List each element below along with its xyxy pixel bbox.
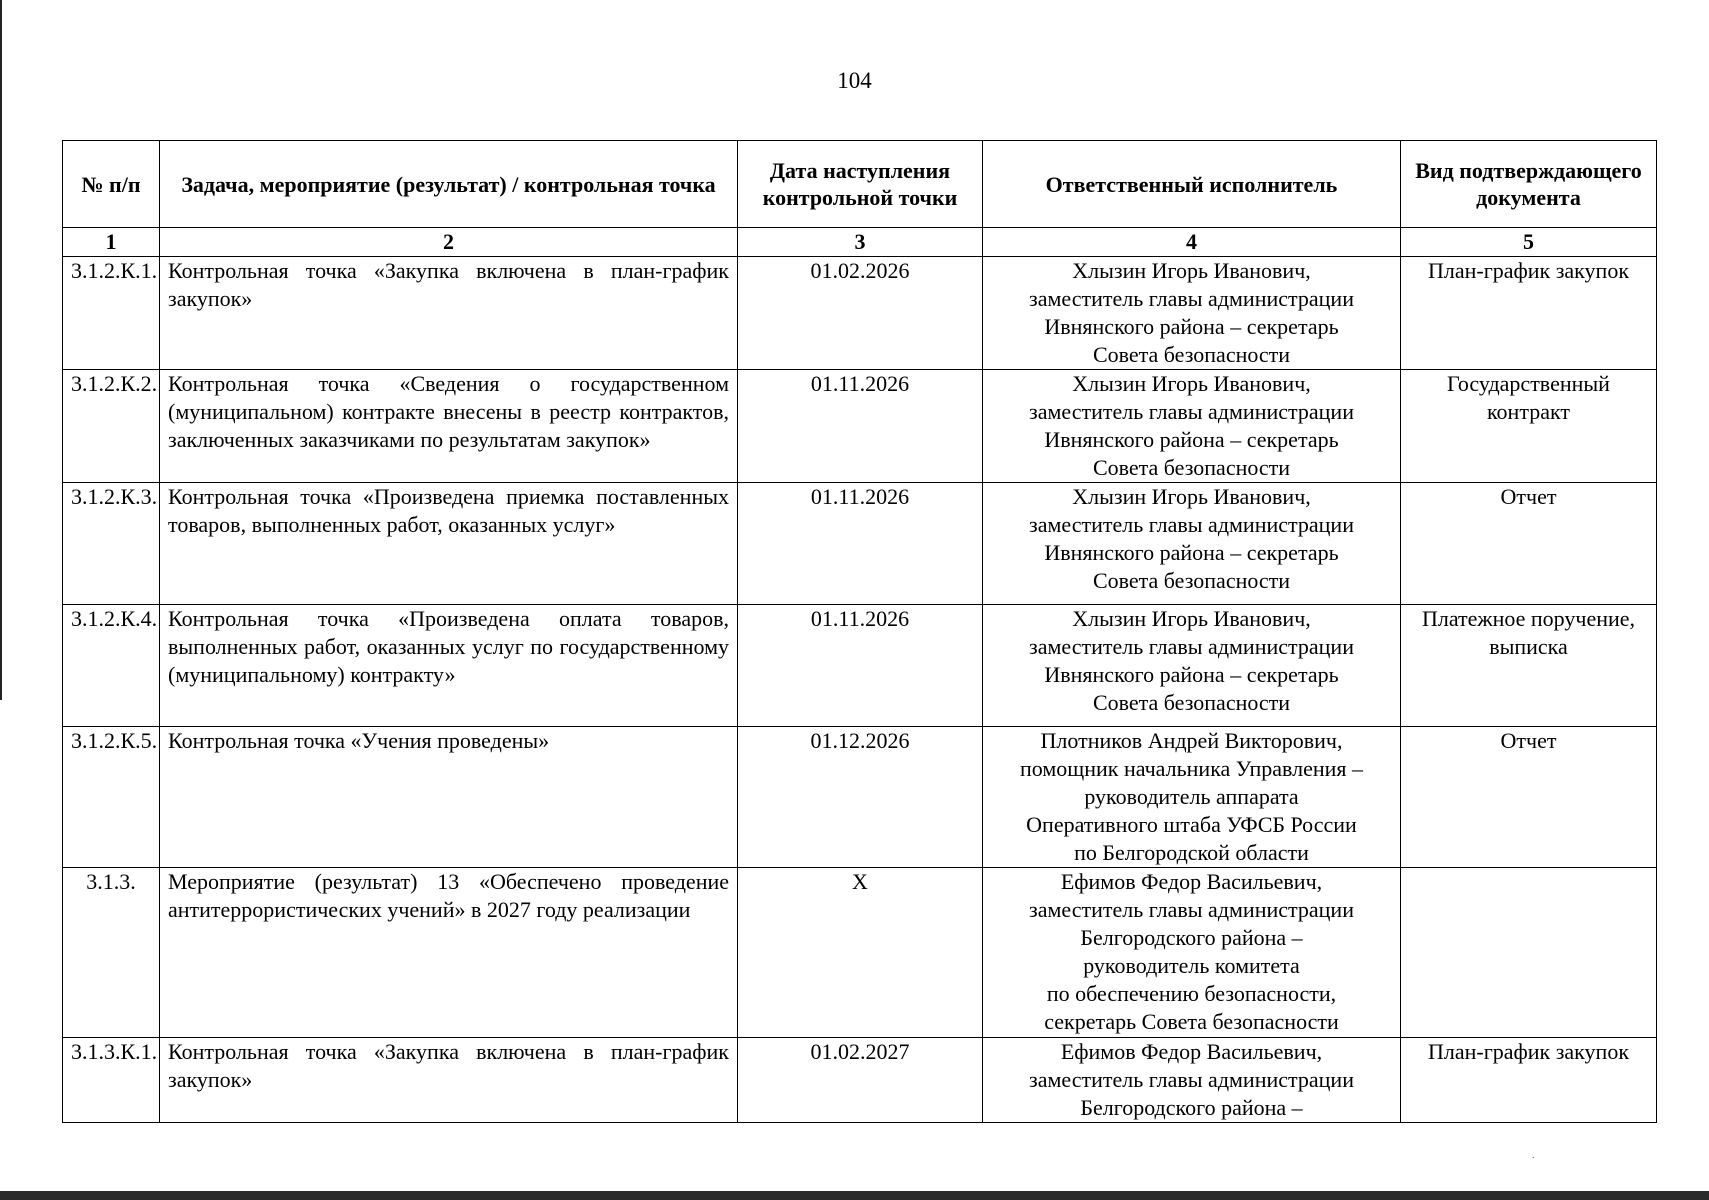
responsible-line: Хлызин Игорь Иванович, [1072,606,1311,631]
row-number: 3.1.2.К.5. [63,727,160,868]
responsible-line: Белгородского района – [1080,925,1303,950]
row-number: 3.1.3.К.1. [63,1038,160,1123]
row-date: 01.02.2027 [738,1038,983,1123]
row-task: Контрольная точка «Произведена оплата товаров, выполненных работ, оказанных услуг по государственному (муниципальному) контракту» [160,605,738,727]
table-row [63,605,1657,727]
responsible-line: Совета безопасности [1092,455,1291,480]
row-responsible [983,1038,1401,1123]
column-number-row [63,228,1657,257]
responsible-line: руководитель аппарата [1084,784,1299,809]
control-points-table [62,140,1657,1123]
responsible-line: Хлызин Игорь Иванович, [1072,258,1311,283]
responsible-line: заместитель главы администрации [1029,512,1354,537]
row-date: 01.12.2026 [738,727,983,868]
responsible-line: Хлызин Игорь Иванович, [1072,484,1311,509]
row-document [1401,868,1657,1038]
responsible-line: Хлызин Игорь Иванович, [1072,371,1311,396]
row-date: 01.11.2026 [738,370,983,483]
row-responsible [983,483,1401,605]
responsible-line: заместитель главы администрации [1029,399,1354,424]
scan-left-edge [0,0,2,700]
table-row [63,1038,1657,1123]
row-responsible [983,257,1401,370]
table-row [63,370,1657,483]
row-number: 3.1.2.К.1. [63,257,160,370]
column-number: 3 [738,228,983,257]
row-date: Х [738,868,983,1038]
scan-bottom-edge [0,1191,1709,1200]
row-task: Мероприятие (результат) 13 «Обеспечено проведение антитеррористических учений» в 2027 году реализации [160,868,738,1038]
scan-speck: . [1532,1150,1535,1161]
responsible-line: Оперативного штаба УФСБ России [1026,812,1357,837]
responsible-line: по обеспечению безопасности, [1046,981,1337,1006]
row-responsible [983,370,1401,483]
responsible-line: Плотников Андрей Викторович, [1040,728,1343,753]
table-body [63,257,1657,1123]
row-task: Контрольная точка «Учения проведены» [160,727,738,868]
responsible-line: Ефимов Федор Васильевич, [1060,869,1323,894]
row-task: Контрольная точка «Произведена приемка поставленных товаров, выполненных работ, оказанных услуг» [160,483,738,605]
header-date: Дата наступления контрольной точки [738,141,983,228]
responsible-line: Совета безопасности [1092,342,1291,367]
responsible-line: заместитель главы администрации [1029,897,1354,922]
row-document: Отчет [1401,483,1657,605]
table-row [63,727,1657,868]
responsible-line: Ивнянского района – секретарь [1044,540,1339,565]
row-date: 01.02.2026 [738,257,983,370]
row-date: 01.11.2026 [738,605,983,727]
responsible-line: Ивнянского района – секретарь [1044,662,1339,687]
responsible-line: Ивнянского района – секретарь [1044,427,1339,452]
responsible-line: секретарь Совета безопасности [1044,1009,1339,1034]
header-number: № п/п [63,141,160,228]
row-task: Контрольная точка «Сведения о государственном (муниципальном) контракте внесены в реестр контрактов, заключенных заказчиками по результатам закупок» [160,370,738,483]
responsible-line: по Белгородской области [1074,840,1309,865]
responsible-line: Совета безопасности [1092,690,1291,715]
row-date: 01.11.2026 [738,483,983,605]
column-number: 1 [63,228,160,257]
responsible-line: руководитель комитета [1083,953,1300,978]
responsible-line: Совета безопасности [1092,568,1291,593]
header-document: Вид подтверждающего документа [1401,141,1657,228]
table-row [63,257,1657,370]
responsible-line: заместитель главы администрации [1029,634,1354,659]
header-responsible: Ответственный исполнитель [983,141,1401,228]
responsible-line: заместитель главы администрации [1029,286,1354,311]
row-number: 3.1.3. [63,868,160,1038]
responsible-line: Ивнянского района – секретарь [1044,314,1339,339]
column-number: 5 [1401,228,1657,257]
row-responsible [983,605,1401,727]
table-row [63,868,1657,1038]
row-task: Контрольная точка «Закупка включена в план-график закупок» [160,1038,738,1123]
page-number: 104 [837,68,872,93]
column-number: 4 [983,228,1401,257]
responsible-line: заместитель главы администрации [1029,1067,1354,1092]
header-task: Задача, мероприятие (результат) / контрольная точка [160,141,738,228]
row-task: Контрольная точка «Закупка включена в план-график закупок» [160,257,738,370]
table-row [63,483,1657,605]
column-number: 2 [160,228,738,257]
row-document: План-график закупок [1401,1038,1657,1123]
row-document: Государственный контракт [1401,370,1657,483]
row-number: 3.1.2.К.2. [63,370,160,483]
row-document: План-график закупок [1401,257,1657,370]
row-number: 3.1.2.К.3. [63,483,160,605]
header-row [63,141,1657,228]
row-document: Отчет [1401,727,1657,868]
responsible-line: Белгородского района – [1080,1095,1303,1120]
row-number: 3.1.2.К.4. [63,605,160,727]
row-document: Платежное поручение, выписка [1401,605,1657,727]
responsible-line: помощник начальника Управления – [1020,756,1363,781]
row-responsible [983,727,1401,868]
responsible-line: Ефимов Федор Васильевич, [1060,1039,1323,1064]
row-responsible [983,868,1401,1038]
